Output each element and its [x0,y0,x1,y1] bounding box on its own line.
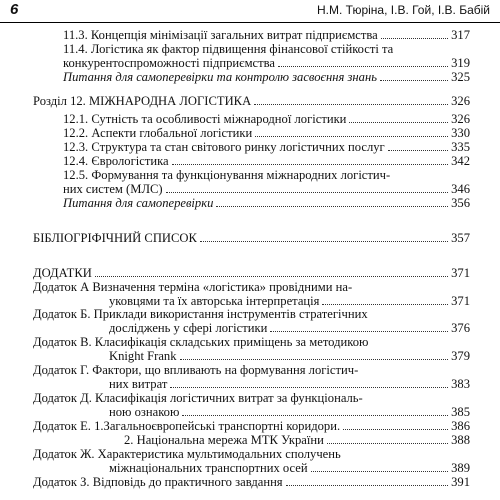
toc-page-number: 371 [451,266,470,280]
toc-entry [33,419,470,433]
toc-page-number: 346 [451,182,470,196]
toc-entry-text: Додаток А Визначення терміна «логістика» провідними на- [33,280,353,294]
dot-leader [286,485,449,486]
toc-page-number: 317 [451,28,470,42]
dot-leader [388,150,448,151]
toc-entry-text: Розділ 12. МІЖНАРОДНА ЛОГІСТИКА [33,94,252,108]
toc-page-number: 335 [451,140,470,154]
toc-entry-text: 11.4. Логістика як фактор підвищення фінансової стійкості та [63,42,394,56]
dot-leader [200,241,448,242]
dot-leader [95,276,448,277]
toc-page-number: 330 [451,126,470,140]
toc-entry [33,335,470,363]
toc-entry-text: уковцями та їх авторська інтерпретація [109,294,320,308]
toc-entry [33,391,470,419]
dot-leader [322,304,448,305]
toc-entry [63,140,470,154]
toc-entry-text: 12.5. Формування та функціонування міжнародних логістич- [63,168,391,182]
toc-entry-text: Додаток З. Відповідь до практичного завдання [33,475,283,489]
toc-page-number: 376 [451,321,470,335]
toc-page-number: 389 [451,461,470,475]
toc-entry-text: Додаток В. Класифікація складських приміщень за методикою [33,335,369,349]
toc-entry [124,433,470,447]
toc-entry-text: ною ознакою [109,405,180,419]
toc-page-number: 379 [451,349,470,363]
toc-page-number: 391 [451,475,470,489]
toc-entry-text: 12.1. Сутність та особливості міжнародної логістики [63,112,347,126]
toc-page-number: 357 [451,231,470,245]
toc-entry [33,363,470,391]
toc-entry [63,168,470,196]
toc-entry [63,196,470,210]
toc-page-number: 342 [451,154,470,168]
dot-leader [166,192,449,193]
toc-entry-text: ДОДАТКИ [33,266,92,280]
dot-leader [182,415,448,416]
toc-entry-text: Додаток Д. Класифікація логістичних витрат за функціональ- [33,391,363,405]
toc-page-number: 386 [451,419,470,433]
toc-entry [63,70,470,84]
toc-entry-text: Питання для самоперевірки та контролю засвоєння знань [63,70,377,84]
toc-entry [63,28,470,42]
toc-entry [63,126,470,140]
dot-leader [270,331,448,332]
dot-leader [380,80,448,81]
dot-leader [278,66,448,67]
toc-page-number: 383 [451,377,470,391]
toc-entry-text: 12.2. Аспекти глобальної логістики [63,126,253,140]
toc-entry-text: Додаток Ж. Характеристика мультимодальних сполучень [33,447,341,461]
dot-leader [170,387,448,388]
dot-leader [172,164,448,165]
toc-page-number: 371 [451,294,470,308]
toc-entry [33,231,470,245]
toc-page-number: 325 [451,70,470,84]
toc-entry [33,266,470,280]
toc-entry-text: досліджень у сфері логістики [109,321,268,335]
toc-entry-text: 12.4. Єврологістика [63,154,169,168]
toc-entry-text: міжнаціональних транспортних осей [109,461,308,475]
toc-entry [63,112,470,126]
dot-leader [349,122,448,123]
toc-entry [33,475,470,489]
toc-page-number: 326 [451,112,470,126]
toc-page-number: 388 [451,433,470,447]
toc-page-number: 326 [451,94,470,108]
toc-entry [33,307,470,335]
toc-entry-text: 11.3. Концепція мінімізації загальних витрат підприємства [63,28,378,42]
toc-entry-text: 2. Національна мережа МТК України [124,433,324,447]
toc-entry-text: конкурентоспроможності підприємства [63,56,276,70]
toc-entry-text: 12.3. Структура та стан світового ринку логістичних послуг [63,140,385,154]
toc-page-number: 356 [451,196,470,210]
dot-leader [254,104,448,105]
toc-entry-text: Додаток Б. Приклади використання інструментів стратегічних [33,307,368,321]
toc-entry-text: них витрат [109,377,168,391]
authors: Н.М. Тюріна, І.В. Гой, І.В. Бабій [317,3,490,17]
toc-entry [33,447,470,475]
toc-entry-text: БІБЛІОГРІФІЧНИЙ СПИСОК [33,231,197,245]
dot-leader [343,429,448,430]
toc-entry-text: Питання для самоперевірки [63,196,214,210]
dot-leader [311,471,449,472]
toc-entry-text: них систем (МЛС) [63,182,163,196]
toc-page-number: 385 [451,405,470,419]
dot-leader [180,359,449,360]
toc-page-number: 319 [451,56,470,70]
dot-leader [327,443,448,444]
toc-entry-text: Додаток Г. Фактори, що впливають на формування логістич- [33,363,359,377]
dot-leader [381,38,448,39]
toc-entry-text: Knight Frank [109,349,177,363]
toc-entry [33,280,470,308]
toc-entry [63,42,470,70]
page-number: 6 [10,1,19,18]
toc-entry-text: Додаток Е. 1.Загальноєвропейські транспортні коридори. [33,419,341,433]
dot-leader [255,136,448,137]
dot-leader [216,206,448,207]
toc-entry [33,94,470,108]
toc-entry [63,154,470,168]
